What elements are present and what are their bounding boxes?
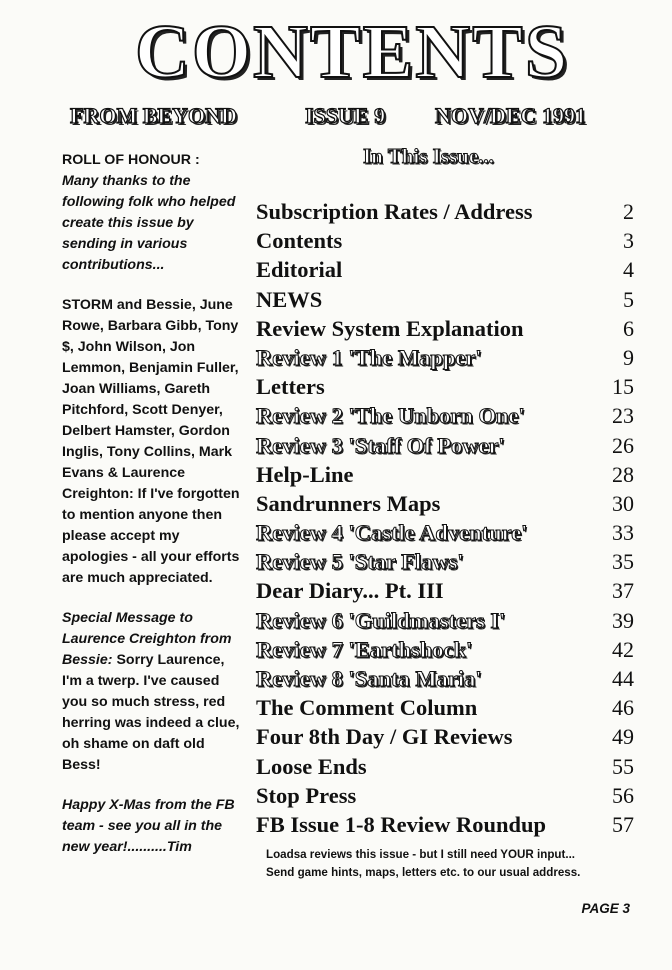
toc-entry [256,226,636,255]
toc-entry-page: 28 [612,461,634,487]
toc-entry [256,197,636,226]
toc-entry-label: Subscription Rates / Address [256,199,533,224]
toc-footnote [266,846,646,882]
issue-number: ISSUE 9 [305,103,386,128]
toc-entry-page: 49 [612,724,634,750]
toc-entry-label: Review 7 'Earthshock' [256,636,473,662]
toc-entry [256,285,636,314]
masthead [70,103,630,133]
toc-entry-label: Dear Diary... Pt. III [256,578,444,604]
footnote-line-1: Loadsa reviews this issue - but I still need YOUR input... [266,848,576,861]
roll-of-honour-column [62,150,240,877]
roll-of-honour-heading: ROLL OF HONOUR : [62,152,200,168]
toc-entry-label: Four 8th Day / GI Reviews [256,724,513,750]
toc-entry [256,693,636,722]
toc-entry [256,576,636,605]
toc-entry [256,401,636,430]
toc-entry-page: 33 [612,520,634,546]
toc-entry-label: Review 3 'Staff Of Power' [256,432,505,458]
toc-entry-label: Loose Ends [256,753,367,779]
toc-entry-label: Editorial [256,257,343,283]
toc-entry-label: Review 1 'The Mapper' [256,344,482,370]
toc-entry-label: Sandrunners Maps [256,490,441,516]
toc-entry-page: 26 [612,432,634,458]
toc-entry-label: Review 4 'Castle Adventure' [256,520,528,546]
toc-entry-page: 15 [612,374,634,400]
toc-entry [256,635,636,664]
special-message-heading: Special Message to Laurence Creighton from Bessie: [62,610,232,668]
footnote-line-2: Send game hints, maps, letters etc. to our usual address. [266,866,581,879]
toc-entry-page: 23 [612,403,634,429]
toc-entry-label: Review System Explanation [256,315,524,341]
page-number: PAGE 3 [581,901,630,916]
toc-entry-page: 30 [612,490,634,516]
special-message-body: Sorry Laurence, I'm a twerp. I've caused you so much stress, red herring was indeed a clue, oh shame on daft old Bess! [62,652,240,773]
page-title: CONTENTS [135,10,570,94]
toc-entry-page: 6 [623,315,634,341]
toc-entry-page: 3 [623,228,634,254]
issue-date: NOV/DEC 1991 [435,103,586,128]
table-of-contents [256,197,636,839]
toc-entry [256,722,636,751]
toc-entry [256,372,636,401]
toc-entry [256,810,636,839]
toc-heading: In This Issue... [363,144,494,168]
toc-entry-page: 4 [623,257,634,283]
toc-entry-label: The Comment Column [256,695,478,721]
toc-entry-page: 46 [612,695,634,721]
toc-entry-label: Letters [256,374,325,400]
toc-entry [256,547,636,576]
publication-name: FROM BEYOND [70,103,237,128]
toc-entry-page: 37 [612,578,634,604]
sign-off-message: Happy X-Mas from the FB team - see you all in the new year!..........Tim [62,797,235,855]
toc-entry [256,343,636,372]
toc-entry-page: 2 [623,199,634,224]
toc-entry [256,606,636,635]
toc-entry [256,460,636,489]
toc-entry-page: 9 [623,344,634,370]
toc-entry-label: Review 6 'Guildmasters I' [256,607,506,633]
toc-entry-page: 5 [623,286,634,312]
contributor-list: STORM and Bessie, June Rowe, Barbara Gibb, Tony $, John Wilson, Jon Lemmon, Benjamin Fuller, Joan Williams, Gareth Pitchford, Scott Denyer, Delbert Hamster, Gordon Inglis, Tony Collins, Mark Evans & Laurence Creighton: If I've forgotten to mention anyone then please accept my apologies - all your efforts are much appreciated. [62,297,240,586]
toc-entry [256,489,636,518]
toc-entry [256,431,636,460]
toc-entry-page: 35 [612,549,634,575]
toc-entry-label: Stop Press [256,782,357,808]
toc-entry [256,314,636,343]
toc-entry-label: Review 2 'The Unborn One' [256,403,525,429]
roll-of-honour-intro: Many thanks to the following folk who helped create this issue by sending in various contributions... [62,173,236,273]
toc-entry-label: FB Issue 1-8 Review Roundup [256,811,547,837]
toc-entry [256,752,636,781]
toc-entry-page: 56 [612,782,634,808]
toc-entry [256,255,636,284]
toc-entry [256,518,636,547]
toc-entry-label: Contents [256,228,343,254]
toc-entry-page: 55 [612,753,634,779]
toc-entry-label: Review 5 'Star Flaws' [256,549,464,575]
toc-entry-page: 42 [612,636,634,662]
toc-entry-page: 57 [612,811,634,837]
toc-entry-page: 39 [612,607,634,633]
toc-entry-label: NEWS [256,286,323,312]
toc-entry [256,781,636,810]
toc-entry-label: Review 8 'Santa Maria' [256,666,482,691]
toc-entry [256,664,636,693]
toc-entry-label: Help-Line [256,461,354,487]
toc-entry-page: 44 [612,666,634,691]
